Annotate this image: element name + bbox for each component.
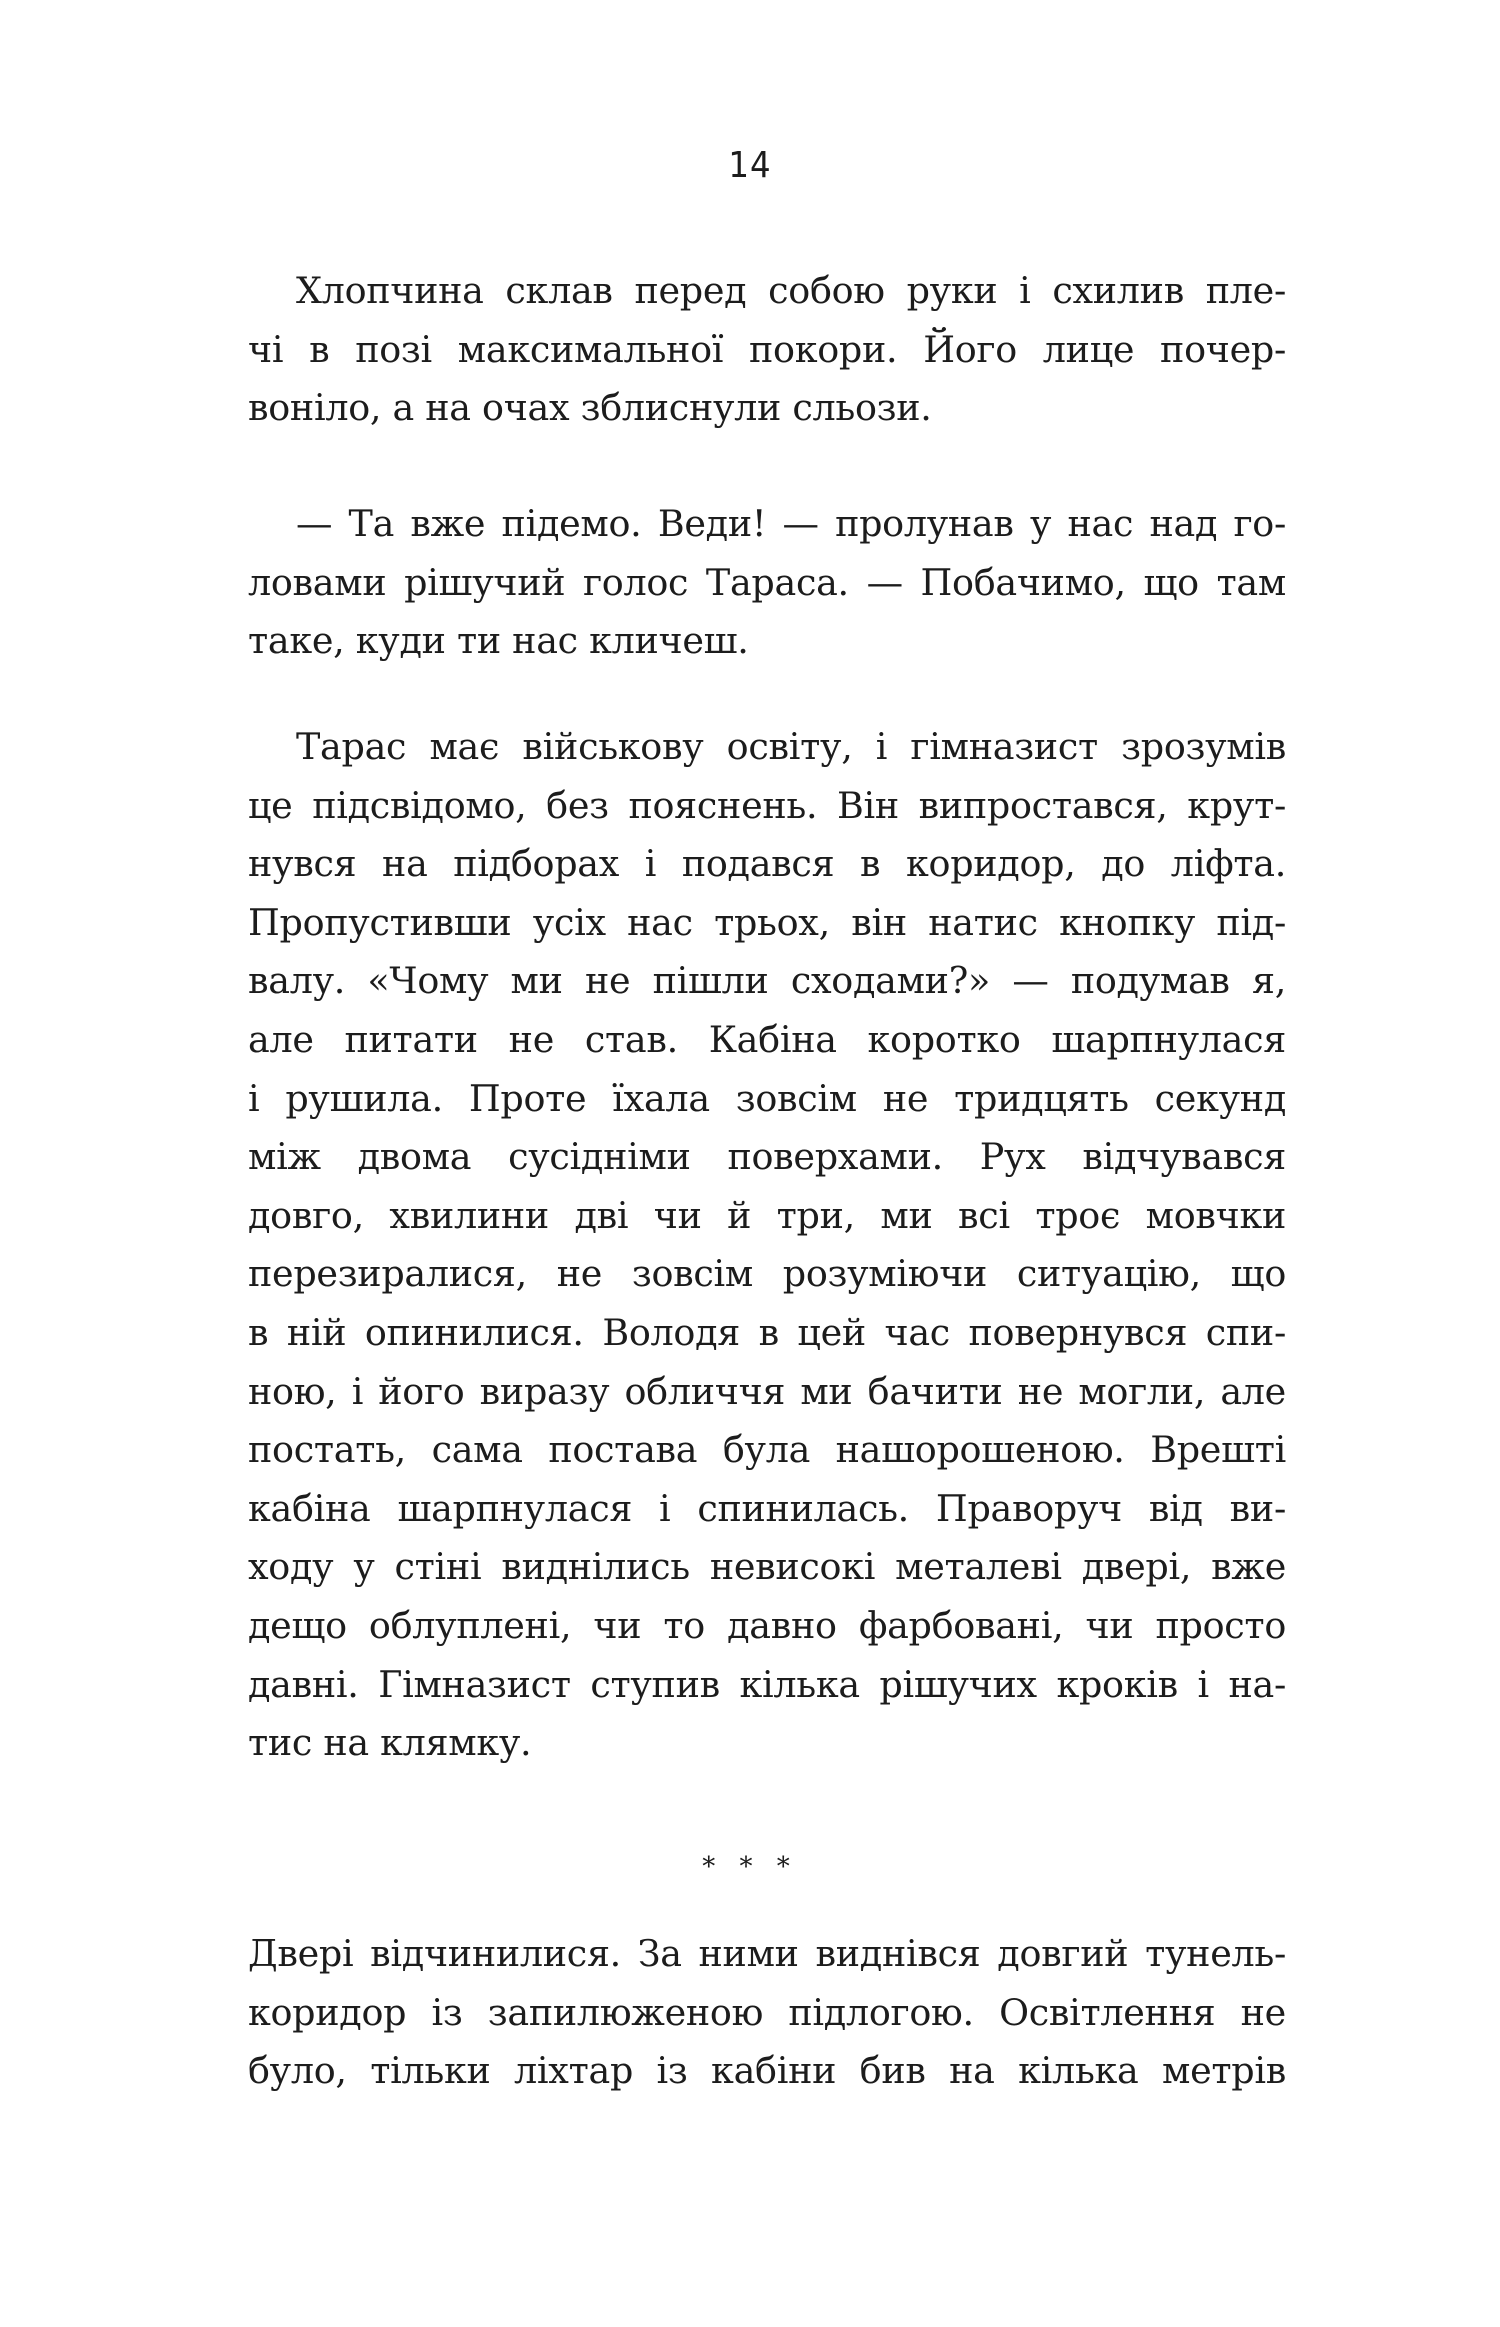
text-line: довго, хвилини дві чи й три, ми всі троє мовчки xyxy=(248,1193,1286,1237)
text-line: тис на клямку. xyxy=(248,1721,532,1765)
paragraph-1 xyxy=(248,262,1286,438)
text-line: давні. Гімназист ступив кілька рішучих кроків і на- xyxy=(248,1662,1286,1706)
page-number: 14 xyxy=(728,145,772,186)
paragraph-after-separator xyxy=(248,1925,1286,2101)
text-line: Двері відчинилися. За ними виднівся довгий тунель- xyxy=(248,1932,1286,1975)
text-line: чі в позі максимальної покори. Його лице почер- xyxy=(248,327,1286,371)
text-line: між двома сусідніми поверхами. Рух відчувався xyxy=(248,1135,1286,1179)
text-line: ловами рішучий голос Тараса. — Побачимо, що там xyxy=(248,560,1286,604)
text-line: постать, сама постава була нашорошеною. Врешті xyxy=(248,1428,1286,1472)
text-line: валу. «Чому ми не пішли сходами?» — подумав я, xyxy=(248,959,1286,1003)
text-line: таке, куди ти нас кличеш. xyxy=(248,619,749,663)
paragraph-3 xyxy=(248,718,1286,1773)
text-line: перезиралися, не зовсім розуміючи ситуацію, що xyxy=(248,1252,1286,1296)
paragraph-2 xyxy=(248,495,1286,671)
text-line: це підсвідомо, без пояснень. Він випростався, крут- xyxy=(248,783,1286,827)
text-line: воніло, а на очах зблиснули сльози. xyxy=(248,386,932,430)
text-line: коридор із запилюженою підлогою. Освітлення не xyxy=(248,1990,1286,2034)
text-line: дещо облуплені, чи то давно фарбовані, чи просто xyxy=(248,1603,1286,1647)
text-line: і рушила. Проте їхала зовсім не тридцять секунд xyxy=(248,1076,1286,1120)
text-line: кабіна шарпнулася і спинилась. Праворуч від ви- xyxy=(248,1486,1286,1530)
text-line: Пропустивши усіх нас трьох, він натис кнопку під- xyxy=(248,900,1286,944)
text-line: ходу у стіні виднілись невисокі металеві двері, вже xyxy=(248,1545,1286,1589)
text-line: ною, і його виразу обличчя ми бачити не могли, але xyxy=(248,1369,1286,1413)
text-line: було, тільки ліхтар із кабіни бив на кілька метрів xyxy=(248,2049,1286,2093)
text-line: нувся на підборах і подався в коридор, до ліфта. xyxy=(248,842,1286,886)
text-line: в ній опинилися. Володя в цей час повернувся спи- xyxy=(248,1310,1286,1354)
text-line: Хлопчина склав перед собою руки і схилив пле- xyxy=(296,269,1286,312)
section-separator: * * * xyxy=(702,1852,798,1882)
text-line: але питати не став. Кабіна коротко шарпнулася xyxy=(248,1017,1286,1061)
text-line: Тарас має військову освіту, і гімназист зрозумів xyxy=(296,725,1286,768)
text-line: — Та вже підемо. Веди! — пролунав у нас над го- xyxy=(296,502,1286,545)
